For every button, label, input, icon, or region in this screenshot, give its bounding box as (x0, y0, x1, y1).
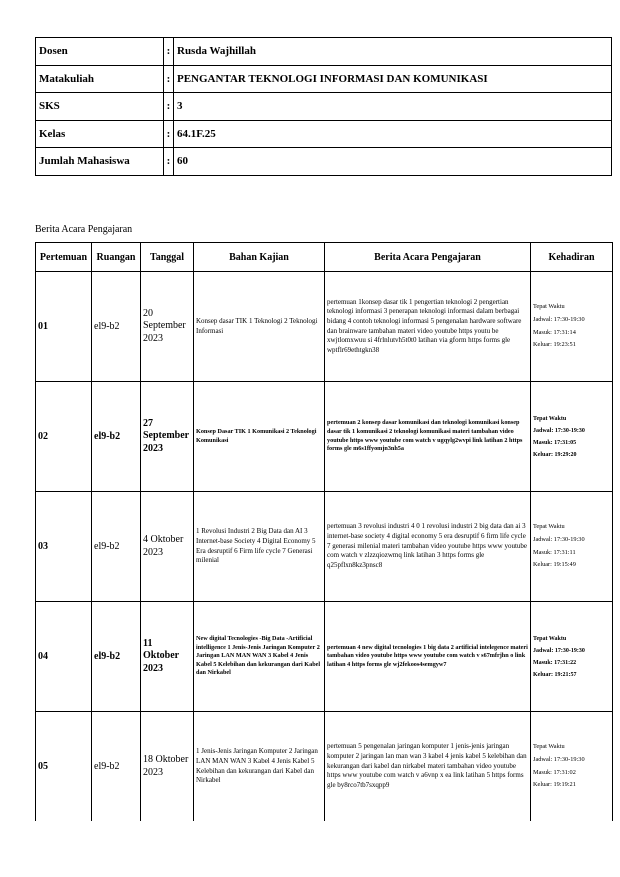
table-row (36, 712, 613, 822)
header-kehadiran: Kehadiran (531, 243, 613, 272)
cell-bahan-kajian: Konsep Dasar TIK 1 Komunikasi 2 Teknologi Komunikasi (194, 382, 325, 492)
info-row-jumlah (36, 148, 612, 176)
table-header-row (36, 243, 613, 272)
table-row (36, 492, 613, 602)
attendance-jadwal: Jadwal: 17:30-19:30 (533, 755, 585, 763)
teaching-log-table (35, 242, 613, 821)
attendance-keluar: Keluar: 19:15:49 (533, 561, 576, 569)
info-value-kelas: 64.1F.25 (174, 120, 612, 148)
cell-ruangan: el9-b2 (92, 272, 141, 382)
cell-tanggal: 27 September 2023 (141, 382, 194, 492)
attendance-status: Tepat Waktu (533, 635, 567, 642)
cell-ruangan: el9-b2 (92, 492, 141, 602)
cell-kehadiran (531, 272, 613, 382)
attendance-jadwal: Jadwal: 17:30-19:30 (533, 427, 585, 434)
info-row-sks (36, 93, 612, 121)
info-separator: : (164, 120, 174, 148)
attendance-status: Tepat Waktu (533, 743, 565, 751)
table-row (36, 382, 613, 492)
attendance-status: Tepat Waktu (533, 415, 567, 422)
info-label: Kelas (36, 120, 164, 148)
attendance-masuk: Masuk: 17:31:22 (533, 659, 577, 666)
cell-pertemuan: 03 (36, 492, 92, 602)
cell-pertemuan: 04 (36, 602, 92, 712)
cell-ruangan: el9-b2 (92, 382, 141, 492)
cell-tanggal: 4 Oktober 2023 (141, 492, 194, 602)
header-berita-acara: Berita Acara Pengajaran (325, 243, 531, 272)
info-separator: : (164, 38, 174, 66)
info-value-jumlah: 60 (174, 148, 612, 176)
cell-bahan-kajian: 1 Revolusi Industri 2 Big Data dan AI 3 Internet-base Society 4 Digital Economy 5 Era desruptif 6 Firm life cycle 7 Generasi milenial (194, 492, 325, 602)
section-title: Berita Acara Pengajaran (35, 224, 133, 235)
cell-kehadiran (531, 382, 613, 492)
attendance-masuk: Masuk: 17:31:14 (533, 328, 576, 336)
cell-berita-acara: pertemuan 4 new digital tecnologies 1 big data 2 artificial intelegence materi tambahan video youtube https www youtube com watch v s67mfrjhn o link latihan 4 https forms gle wj2fekoos4semgyw7 (325, 602, 531, 712)
cell-kehadiran (531, 712, 613, 822)
cell-pertemuan: 02 (36, 382, 92, 492)
info-separator: : (164, 65, 174, 93)
info-label: SKS (36, 93, 164, 121)
table-row (36, 272, 613, 382)
cell-pertemuan: 01 (36, 272, 92, 382)
header-pertemuan: Pertemuan (36, 243, 92, 272)
attendance-masuk: Masuk: 17:31:02 (533, 768, 576, 776)
info-label: Dosen (36, 38, 164, 66)
info-separator: : (164, 93, 174, 121)
info-value-sks: 3 (174, 93, 612, 121)
attendance-keluar: Keluar: 19:19:21 (533, 781, 576, 789)
header-ruangan: Ruangan (92, 243, 141, 272)
attendance-masuk: Masuk: 17:31:11 (533, 548, 576, 556)
cell-berita-acara: pertemuan 5 pengenalan jaringan komputer 1 jenis-jenis jaringan komputer 2 jaringan lan man wan 3 kabel 4 jenis kabel 5 kelebihan dan kekurangan dari kabel dan nirkabel materi tambahan video youtube https www youtube com watch v a6vnp x ea link latihan 5 https forms gle by8rco7tb7sxqpp9 (325, 712, 531, 822)
cell-kehadiran (531, 492, 613, 602)
table-row (36, 602, 613, 712)
cell-pertemuan: 05 (36, 712, 92, 822)
info-label: Matakuliah (36, 65, 164, 93)
cell-tanggal: 11 Oktober 2023 (141, 602, 194, 712)
cell-ruangan: el9-b2 (92, 712, 141, 822)
attendance-status: Tepat Waktu (533, 523, 565, 531)
cell-berita-acara: pertemuan 2 konsep dasar komunikasi dan teknologi komunikasi konsep dasar tik 1 komunikasi 2 teknologi komunikasi materi tambahan video youtube https www youtube com watch v ugqylg2wvpi link latihan 2 https forms gle m6s1ffyomjn3nh5a (325, 382, 531, 492)
attendance-keluar: Keluar: 19:21:57 (533, 671, 577, 678)
cell-bahan-kajian: 1 Jenis-Jenis Jaringan Komputer 2 Jaringan LAN MAN WAN 3 Kabel 4 Jenis Kabel 5 Kelebihan dan kekurangan dari Kabel dan Nirkabel (194, 712, 325, 822)
info-label: Jumlah Mahasiswa (36, 148, 164, 176)
info-row-matakuliah (36, 65, 612, 93)
attendance-jadwal: Jadwal: 17:30-19:30 (533, 535, 585, 543)
info-separator: : (164, 148, 174, 176)
cell-kehadiran (531, 602, 613, 712)
info-value-dosen: Rusda Wajhillah (174, 38, 612, 66)
info-row-dosen (36, 38, 612, 66)
attendance-jadwal: Jadwal: 17:30-19:30 (533, 315, 585, 323)
cell-bahan-kajian: New digital Tecnologies -Big Data -Artificial intelligence 1 Jenis-Jenis Jaringan Komputer 2 Jaringan LAN MAN WAN 3 Kabel 4 Jenis Kabel 5 Kelebihan dan kekurangan dari Kabel dan Nirkabel (194, 602, 325, 712)
header-tanggal: Tanggal (141, 243, 194, 272)
attendance-status: Tepat Waktu (533, 303, 565, 311)
cell-ruangan: el9-b2 (92, 602, 141, 712)
header-bahan-kajian: Bahan Kajian (194, 243, 325, 272)
info-value-matakuliah: PENGANTAR TEKNOLOGI INFORMASI DAN KOMUNIKASI (174, 65, 612, 93)
attendance-keluar: Keluar: 19:23:51 (533, 341, 576, 349)
cell-bahan-kajian: Konsep dasar TIK 1 Teknologi 2 Teknologi Informasi (194, 272, 325, 382)
attendance-jadwal: Jadwal: 17:30-19:30 (533, 647, 585, 654)
attendance-keluar: Keluar: 19:29:20 (533, 451, 577, 458)
cell-berita-acara: pertemuan 3 revolusi industri 4 0 1 revolusi industri 2 big data dan ai 3 internet-base society 4 digital economy 5 era desruptif 6 firm life cycle 7 generasi milenial materi tambahan video youtube https www youtube com watch v zlzzqiozwmq link latihan 3 https forms gle q25pflxn8kz3pnsc8 (325, 492, 531, 602)
cell-berita-acara: pertemuan 1konsep dasar tik 1 pengertian teknologi 2 pengertian teknologi informasi 3 penerapan teknologi informasi dalam berbagai bidang 4 contoh teknologi informasi 5 pengenalan hardware software dan brainware tambahan materi video youtube https youtu be xwjtlomxwuu si 4frlnlutvh5t0t0 latihan via gform https forms gle wptflr69ethtgkn38 (325, 272, 531, 382)
course-info-table (35, 37, 612, 176)
cell-tanggal: 20 September 2023 (141, 272, 194, 382)
info-row-kelas (36, 120, 612, 148)
cell-tanggal: 18 Oktober 2023 (141, 712, 194, 822)
attendance-masuk: Masuk: 17:31:05 (533, 439, 577, 446)
